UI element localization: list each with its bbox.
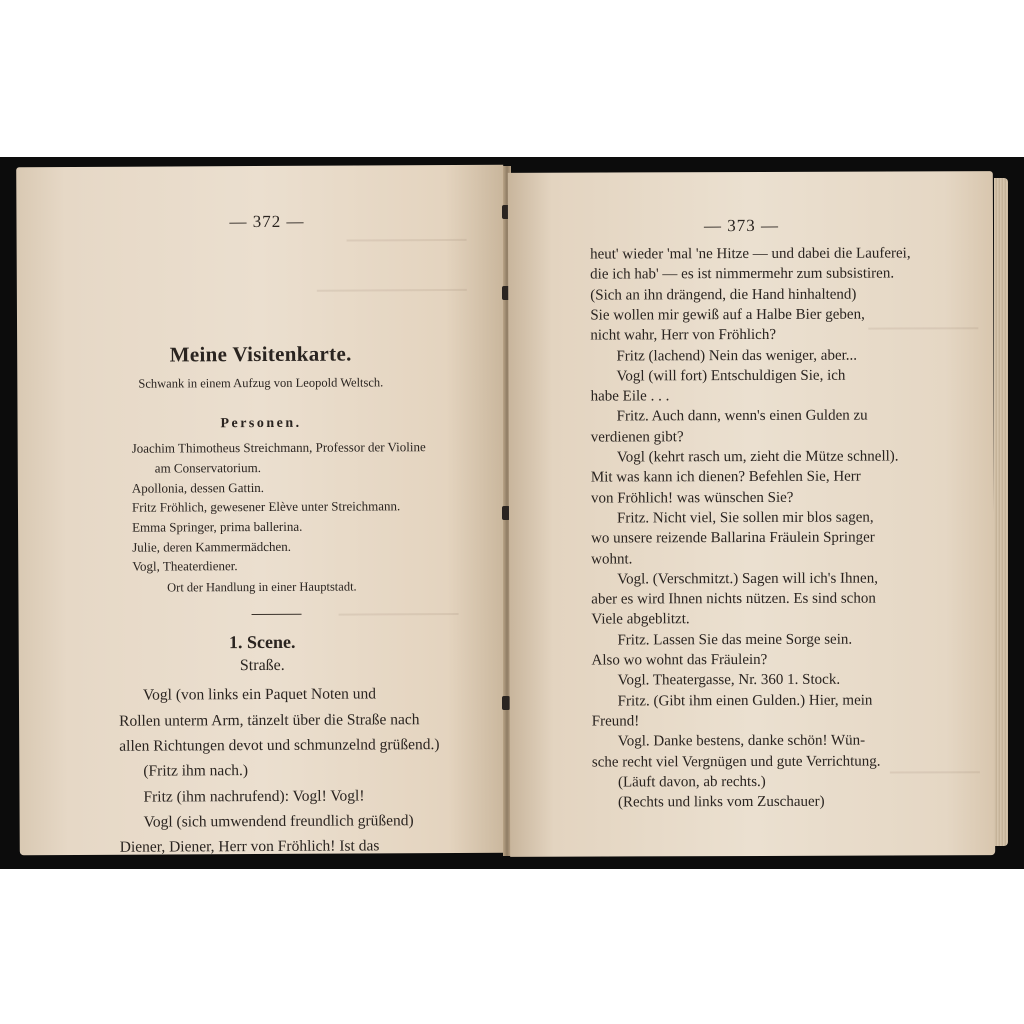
text-line: Vogl. (Verschmitzt.) Sagen will ich's Ihnen, (617, 570, 878, 588)
cast-line: Apollonia, dessen Gattin. (131, 479, 265, 496)
play-title: Meine Visitenkarte. (169, 341, 352, 367)
left-page (16, 165, 507, 856)
page-edges (994, 178, 1008, 846)
cast-line: Julie, deren Kammermädchen. (132, 538, 292, 555)
text-line: Fritz. Auch dann, wenn's einen Gulden zu (616, 407, 868, 425)
text-line: (Rechts und links vom Zuschauer) (617, 793, 825, 811)
right-page-continued (508, 171, 995, 857)
text-line: wohnt. (591, 550, 633, 568)
text-line: Also wo wohnt das Fräulein? (591, 651, 768, 669)
text-line: Vogl (kehrt rasch um, zieht die Mütze schnell). (616, 448, 899, 466)
cast-line: am Conservatorium. (154, 460, 261, 476)
text-line: (Sich an ihn drängend, die Hand hinhaltend) (590, 286, 857, 304)
cast-line: Vogl, Theaterdiener. (132, 558, 238, 574)
text-line: Vogl. Theatergasse, Nr. 360 1. Stock. (617, 671, 841, 689)
cast-line: Fritz Fröhlich, gewesener Elève unter Streichmann. (131, 498, 401, 515)
text-line: Diener, Diener, Herr von Fröhlich! Ist das (119, 837, 380, 856)
text-line: Vogl (von links ein Paquet Noten und (142, 685, 377, 704)
cast-line: Emma Springer, prima ballerina. (132, 518, 303, 535)
text-line: nicht wahr, Herr von Fröhlich? (590, 327, 777, 344)
text-line: Mit was kann ich dienen? Befehlen Sie, Herr (590, 468, 861, 486)
text-line: von Fröhlich! was wünschen Sie? (590, 489, 794, 507)
text-line: Fritz. Nicht viel, Sie sollen mir blos sagen, (616, 509, 874, 527)
text-line: heut' wieder 'mal 'ne Hitze — und dabei die Lauferei, (590, 245, 911, 263)
divider-rule (252, 614, 302, 615)
text-line: (Fritz ihm nach.) (143, 762, 249, 780)
text-line: die ich hab' — es ist nimmermehr zum subsistiren. (590, 265, 895, 283)
text-line: Fritz (ihm nachrufend): Vogl! Vogl! (143, 787, 365, 806)
text-line: Sie wollen mir gewiß auf a Halbe Bier geben, (590, 306, 865, 324)
location-note: Ort der Handlung in einer Hauptstadt. (167, 579, 357, 595)
page-number: — 373 — (703, 215, 780, 236)
text-line: verdienen gibt? (590, 428, 684, 446)
cast-heading: Personen. (220, 415, 302, 432)
text-line: Viele abgeblitzt. (591, 611, 690, 628)
text-line: (Läuft davon, ab rechts.) (617, 773, 766, 791)
page-number: — 372 — (229, 211, 305, 232)
text-line: Vogl (sich umwendend freundlich grüßend) (143, 812, 414, 831)
text-line: wo unsere reizende Ballarina Fräulein Springer (591, 529, 875, 547)
scene-heading: 1. Scene. (228, 631, 296, 653)
text-line: Fritz. (Gibt ihm einen Gulden.) Hier, mein (617, 692, 873, 710)
text-line: allen Richtungen devot und schmunzelnd grüßend.) (119, 736, 440, 755)
play-subtitle: Schwank in einem Aufzug von Leopold Weltsch. (138, 375, 384, 391)
scene-place: Straße. (239, 656, 285, 675)
text-line: Fritz (lachend) Nein das weniger, aber... (616, 347, 858, 364)
text-line: habe Eile . . . (590, 388, 670, 405)
text-line: aber es wird Ihnen nichts nützen. Es sind schon (591, 590, 876, 608)
text-line: sche recht viel Vergnügen und gute Verrichtung. (591, 753, 881, 771)
text-line: Freund! (591, 713, 640, 730)
text-line: Fritz. Lassen Sie das meine Sorge sein. (617, 631, 853, 649)
text-line: Vogl (will fort) Entschuldigen Sie, ich (616, 367, 846, 385)
text-line: Rollen unterm Arm, tänzelt über die Straße nach (119, 711, 420, 730)
cast-line: Joachim Thimotheus Streichmann, Professor der Violine (131, 439, 426, 456)
text-line: Vogl. Danke bestens, danke schön! Wün- (617, 732, 866, 750)
